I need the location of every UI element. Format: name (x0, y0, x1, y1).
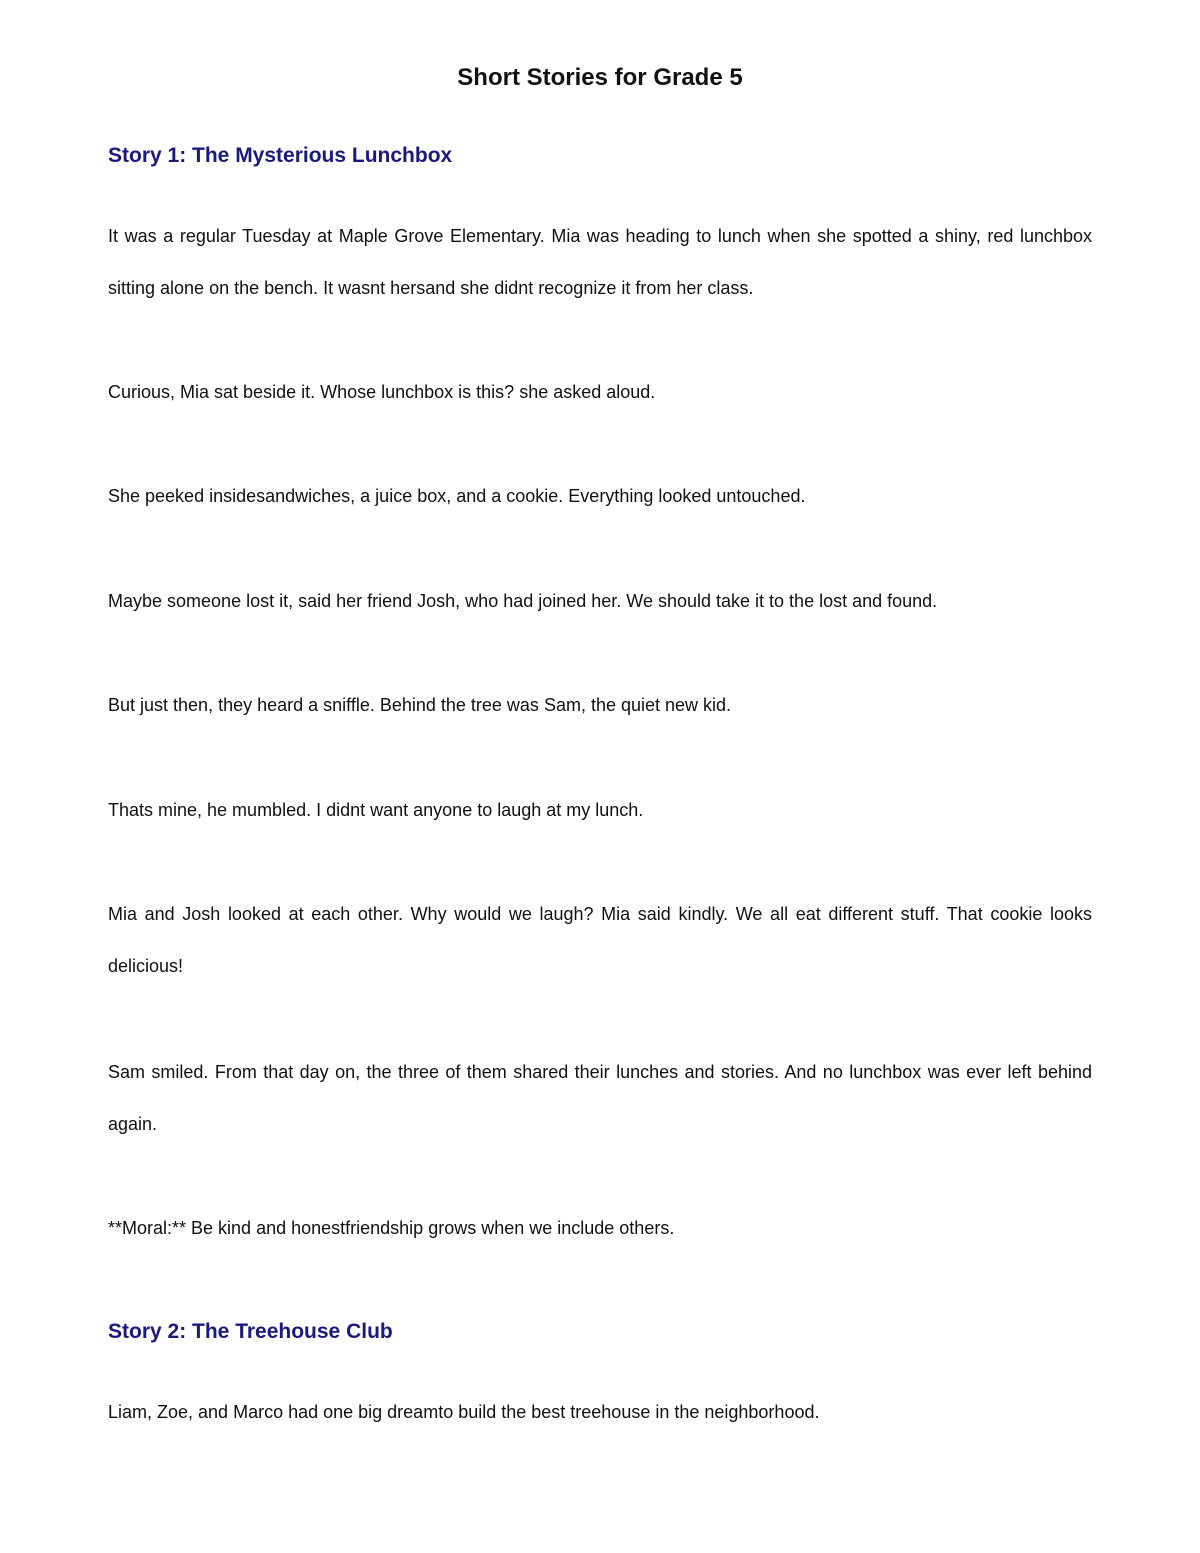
story-1-paragraph-7: Mia and Josh looked at each other. Why would we laugh? Mia said kindly. We all eat different stuff. That cookie looks delicious! (108, 904, 1092, 976)
story-1-paragraph-3: She peeked insidesandwiches, a juice box, and a cookie. Everything looked untouched. (108, 486, 806, 506)
story-1-paragraph-6: Thats mine, he mumbled. I didnt want anyone to laugh at my lunch. (108, 800, 644, 820)
story-2-paragraph-1: Liam, Zoe, and Marco had one big dreamto build the best treehouse in the neighborhood. (108, 1402, 820, 1422)
story-1-paragraph-4: Maybe someone lost it, said her friend Josh, who had joined her. We should take it to the lost and found. (108, 591, 938, 611)
story-1-paragraph-1: It was a regular Tuesday at Maple Grove Elementary. Mia was heading to lunch when she spotted a shiny, red lunchbox sitting alone on the bench. It wasnt hersand she didnt recognize it from her class. (108, 226, 1092, 298)
story-1-moral: **Moral:** Be kind and honestfriendship grows when we include others. (108, 1218, 675, 1238)
story-1-paragraph-5: But just then, they heard a sniffle. Behind the tree was Sam, the quiet new kid. (108, 695, 732, 715)
story-1-heading: Story 1: The Mysterious Lunchbox (108, 144, 453, 167)
story-2-heading: Story 2: The Treehouse Club (108, 1320, 393, 1343)
story-1-paragraph-2: Curious, Mia sat beside it. Whose lunchbox is this? she asked aloud. (108, 382, 656, 402)
page-title: Short Stories for Grade 5 (457, 64, 743, 91)
story-1-paragraph-8: Sam smiled. From that day on, the three of them shared their lunches and stories. And no lunchbox was ever left behind again. (108, 1062, 1092, 1134)
